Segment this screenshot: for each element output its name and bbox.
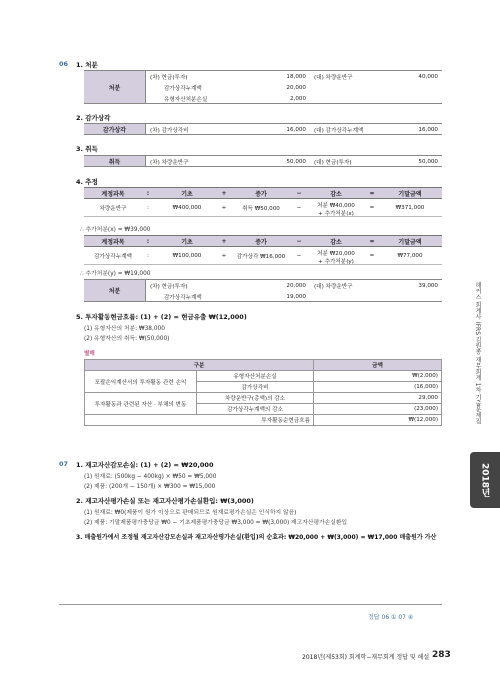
calc-row bbox=[84, 199, 442, 217]
credit-amount: 50,000 bbox=[418, 158, 438, 165]
debit-account: 감가상각누계액 bbox=[164, 85, 202, 92]
cell-minus: − bbox=[296, 252, 302, 259]
journal-entry-acquisition bbox=[84, 155, 442, 167]
header-plus: + bbox=[221, 189, 227, 197]
header-increase: 증가 bbox=[255, 190, 267, 198]
header-amount: 금액 bbox=[314, 360, 442, 371]
journal-row bbox=[146, 82, 442, 93]
header-decrease: 감소 bbox=[330, 190, 342, 198]
header-beginning: 기초 bbox=[181, 190, 193, 198]
page-number: 283 bbox=[432, 650, 451, 660]
journal-row bbox=[146, 280, 442, 291]
cell-plus: + bbox=[221, 204, 227, 211]
header-category: 구분 bbox=[85, 360, 314, 371]
header-minus: − bbox=[296, 189, 302, 197]
journal-head: 처분 bbox=[84, 71, 146, 103]
cell-equals: = bbox=[369, 204, 375, 211]
cell-colon: : bbox=[147, 252, 149, 259]
table-row bbox=[85, 371, 442, 382]
credit-amount: 40,000 bbox=[418, 73, 438, 80]
calc-row bbox=[84, 247, 442, 265]
calc-header bbox=[84, 235, 442, 247]
result-note-y: ∴ 추가처분(y) = ₩19,000 bbox=[80, 271, 151, 277]
journal-row bbox=[146, 71, 442, 82]
journal-entry-additional-disposal bbox=[84, 279, 442, 302]
total-amount: ₩(12,000) bbox=[314, 415, 442, 426]
section-title-disposal: 1. 처분 bbox=[76, 61, 98, 69]
group-income-statement: 포괄손익계산서의 투자활동 관련 손익 bbox=[85, 371, 197, 393]
credit-account: (대) 차량운반구 bbox=[314, 283, 353, 290]
answer-key: 정답 06 ① 07 ④ bbox=[368, 614, 414, 621]
debit-amount: 19,000 bbox=[286, 293, 306, 300]
cell-plus: + bbox=[221, 252, 227, 259]
cell-account: 감가상각누계액 bbox=[94, 253, 132, 260]
cell-increase: 취득 ₩50,000 bbox=[242, 205, 280, 212]
result-note-x: ∴ 추가처분(x) = ₩39,000 bbox=[80, 227, 151, 233]
table-header-row bbox=[85, 360, 442, 371]
journal-entry-depreciation bbox=[84, 123, 442, 135]
journal-entry-disposal bbox=[84, 70, 442, 104]
journal-row bbox=[146, 156, 442, 167]
item-cell: 감가상각누계액의 감소 bbox=[197, 404, 314, 415]
amount-cell: 29,000 bbox=[314, 393, 442, 404]
group-asset-liability-change: 투자활동과 관련된 자산 · 부채의 변동 bbox=[85, 393, 197, 415]
header-minus: − bbox=[296, 237, 302, 245]
cell-equals: = bbox=[369, 252, 375, 259]
table-total-row bbox=[85, 415, 442, 426]
item-cell: 감가상각비 bbox=[197, 382, 314, 393]
alternative-solution-table bbox=[84, 359, 442, 426]
header-colon: : bbox=[146, 237, 150, 245]
debit-amount: 2,000 bbox=[289, 95, 306, 102]
header-equals: = bbox=[369, 189, 375, 197]
amount-cell: (23,000) bbox=[314, 404, 442, 415]
credit-account: (대) 감가상각누계액 bbox=[314, 127, 364, 134]
cell-ending: ₩371,000 bbox=[395, 204, 425, 211]
header-increase: 증가 bbox=[255, 238, 267, 246]
debit-amount: 16,000 bbox=[286, 126, 306, 133]
item-cell: 차량운반구(총액)의 감소 bbox=[197, 393, 314, 404]
journal-head: 취득 bbox=[84, 156, 146, 166]
header-ending: 기말금액 bbox=[398, 190, 422, 198]
year-tab: 2018년 bbox=[470, 452, 500, 508]
cell-account: 차량운반구 bbox=[99, 205, 127, 212]
header-equals: = bbox=[369, 237, 375, 245]
cell-colon: : bbox=[147, 204, 149, 211]
cell-minus: − bbox=[296, 204, 302, 211]
valuation-loss-line-2: (2) 제품: 기말제품평가충당금 ₩0 − 기초제품평가충당금 ₩3,000 = ₩(3,000) 재고자산평가손실환입 bbox=[84, 520, 348, 526]
header-decrease: 감소 bbox=[330, 238, 342, 246]
valuation-loss-line-1: (1) 원재료: ₩0(제품이 원가 이상으로 판매되므로 원재료평가손실은 인식하지 않음) bbox=[84, 510, 297, 516]
section-title-inventory-loss: 1. 재고자산감모손실: (1) + (2) = ₩20,000 bbox=[76, 461, 214, 469]
section-title-acquisition: 3. 취득 bbox=[76, 145, 98, 153]
credit-amount: 39,000 bbox=[418, 282, 438, 289]
header-colon: : bbox=[146, 189, 150, 197]
credit-amount: 16,000 bbox=[418, 126, 438, 133]
question-number-07: 07 bbox=[59, 460, 69, 468]
section-title-valuation-loss: 2. 재고자산평가손실 또는 재고자산평가손실환입: ₩(3,000) bbox=[76, 497, 254, 505]
debit-account: (차) 차량운반구 bbox=[150, 159, 189, 166]
journal-head: 감가상각 bbox=[84, 124, 146, 134]
header-account: 계정과목 bbox=[101, 238, 125, 246]
cell-decrease: 처분 ₩20,000 bbox=[317, 251, 355, 257]
footer-title: 2018년(제53회) 회계학−재무회계 정답 및 해설 bbox=[302, 654, 430, 661]
cell-beginning: ₩400,000 bbox=[172, 204, 202, 211]
inventory-loss-line-1: (1) 원재료: (500kg − 400kg) × ₩50 = ₩5,000 bbox=[84, 474, 217, 480]
debit-amount: 20,000 bbox=[286, 282, 306, 289]
side-book-title: 해커스 회계사 IFRS 김원종 재무회계 1차 기출문제집 bbox=[474, 282, 481, 425]
cashflow-line-1: (1) 유형자산의 처분: ₩38,000 bbox=[84, 326, 165, 332]
inventory-loss-line-2: (2) 제품: (200개 − 150개) × ₩300 = ₩15,000 bbox=[84, 484, 216, 490]
header-ending: 기말금액 bbox=[398, 238, 422, 246]
cell-beginning: ₩100,000 bbox=[172, 252, 202, 259]
header-beginning: 기초 bbox=[181, 238, 193, 246]
cell-decrease: 처분 ₩40,000 bbox=[317, 203, 355, 209]
debit-amount: 20,000 bbox=[286, 84, 306, 91]
cell-ending: ₩77,000 bbox=[397, 252, 423, 259]
cell-increase: 감가상각 ₩16,000 bbox=[236, 253, 286, 260]
journal-row bbox=[146, 291, 442, 302]
section-title-investing-cashflow: 5. 투자활동현금흐름: (1) + (2) = 현금유출 ₩(12,000) bbox=[76, 313, 247, 321]
debit-account: (차) 현금(투자) bbox=[150, 74, 188, 81]
journal-head: 처분 bbox=[84, 280, 146, 301]
debit-amount: 18,000 bbox=[286, 73, 306, 80]
total-label: 투자활동순현금흐름 bbox=[85, 415, 314, 426]
credit-account: (대) 현금(투자) bbox=[314, 159, 352, 166]
calc-header bbox=[84, 187, 442, 199]
header-account: 계정과목 bbox=[101, 190, 125, 198]
alternative-solution-label: 별해 bbox=[84, 351, 95, 357]
answer-divider bbox=[59, 604, 442, 605]
calc-table-vehicle bbox=[84, 187, 442, 217]
section-title-net-effect: 3. 매출원가에서 조정될 재고자산감모손실과 재고자산평가손실(환입)의 순효과: ₩20,000 + ₩(3,000) = ₩17,000 매출원가 가산 bbox=[76, 534, 437, 541]
section-title-estimation: 4. 추정 bbox=[76, 178, 98, 186]
debit-account: (차) 현금(투자) bbox=[150, 283, 188, 290]
cell-decrease-extra: + 추가처분(y) bbox=[318, 259, 354, 265]
section-title-depreciation: 2. 감가상각 bbox=[76, 114, 111, 122]
debit-account: (차) 감가상각비 bbox=[150, 127, 189, 134]
amount-cell: ₩(2,000) bbox=[314, 371, 442, 382]
debit-amount: 50,000 bbox=[286, 158, 306, 165]
journal-row bbox=[146, 93, 442, 104]
item-cell: 유형자산처분손실 bbox=[197, 371, 314, 382]
journal-row bbox=[146, 124, 442, 135]
question-number-06: 06 bbox=[59, 60, 69, 68]
debit-account: 감가상각누계액 bbox=[164, 294, 202, 301]
debit-account: 유형자산처분손실 bbox=[164, 96, 208, 103]
table-row bbox=[85, 393, 442, 404]
credit-account: (대) 차량운반구 bbox=[314, 74, 353, 81]
cell-decrease-extra: + 추가처분(x) bbox=[318, 211, 354, 217]
header-plus: + bbox=[221, 237, 227, 245]
cashflow-line-2: (2) 유형자산의 취득: ₩(50,000) bbox=[84, 336, 170, 342]
amount-cell: (16,000) bbox=[314, 382, 442, 393]
calc-table-accum-depr bbox=[84, 235, 442, 265]
